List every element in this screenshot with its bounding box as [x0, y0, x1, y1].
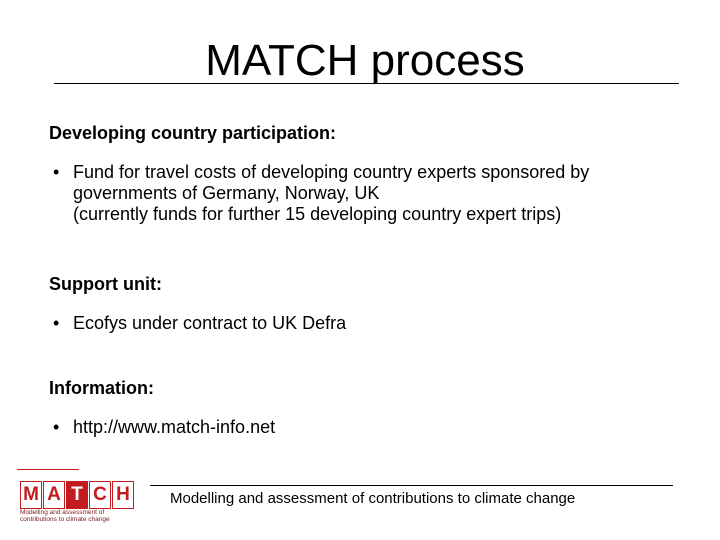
bullet-item: [49, 313, 689, 334]
logo-letter: H: [112, 481, 134, 509]
bullet-line: Ecofys under contract to UK Defra: [73, 313, 347, 333]
logo-tagline: contributions to climate change: [20, 516, 110, 523]
bullet-marker: •: [53, 417, 60, 437]
title-underline: [54, 83, 679, 84]
footer-text: Modelling and assessment of contributions to climate change: [170, 490, 576, 507]
logo-top-rule: [17, 469, 79, 470]
section-support-unit: [49, 273, 689, 334]
slide-title: MATCH process: [205, 36, 525, 85]
bullet-line: (currently funds for further 15 developing country expert trips): [73, 204, 562, 224]
bullet-line: Fund for travel costs of developing country experts sponsored by: [73, 162, 590, 182]
bullet-marker: •: [53, 162, 60, 182]
website-link[interactable]: http://www.match-info.net: [73, 417, 276, 437]
bullet-line: governments of Germany, Norway, UK: [73, 183, 380, 203]
section-heading: Developing country participation:: [49, 123, 337, 143]
section-developing-country: [49, 122, 689, 225]
section-information: [49, 377, 689, 438]
logo-letter: A: [43, 481, 65, 509]
logo-tagline: Modelling and assessment of: [20, 509, 105, 516]
section-heading: Support unit:: [49, 274, 162, 294]
match-logo: [17, 469, 130, 524]
logo-letter: C: [89, 481, 111, 509]
bullet-item: [49, 162, 689, 225]
logo-letter: T: [66, 481, 88, 509]
bullet-marker: •: [53, 313, 60, 333]
logo-letter: M: [20, 481, 42, 509]
footer-rule: [150, 485, 673, 486]
slide-body: [49, 122, 689, 438]
section-heading: Information:: [49, 378, 154, 398]
bullet-item: [49, 417, 689, 438]
logo-wordmark: [20, 481, 135, 507]
